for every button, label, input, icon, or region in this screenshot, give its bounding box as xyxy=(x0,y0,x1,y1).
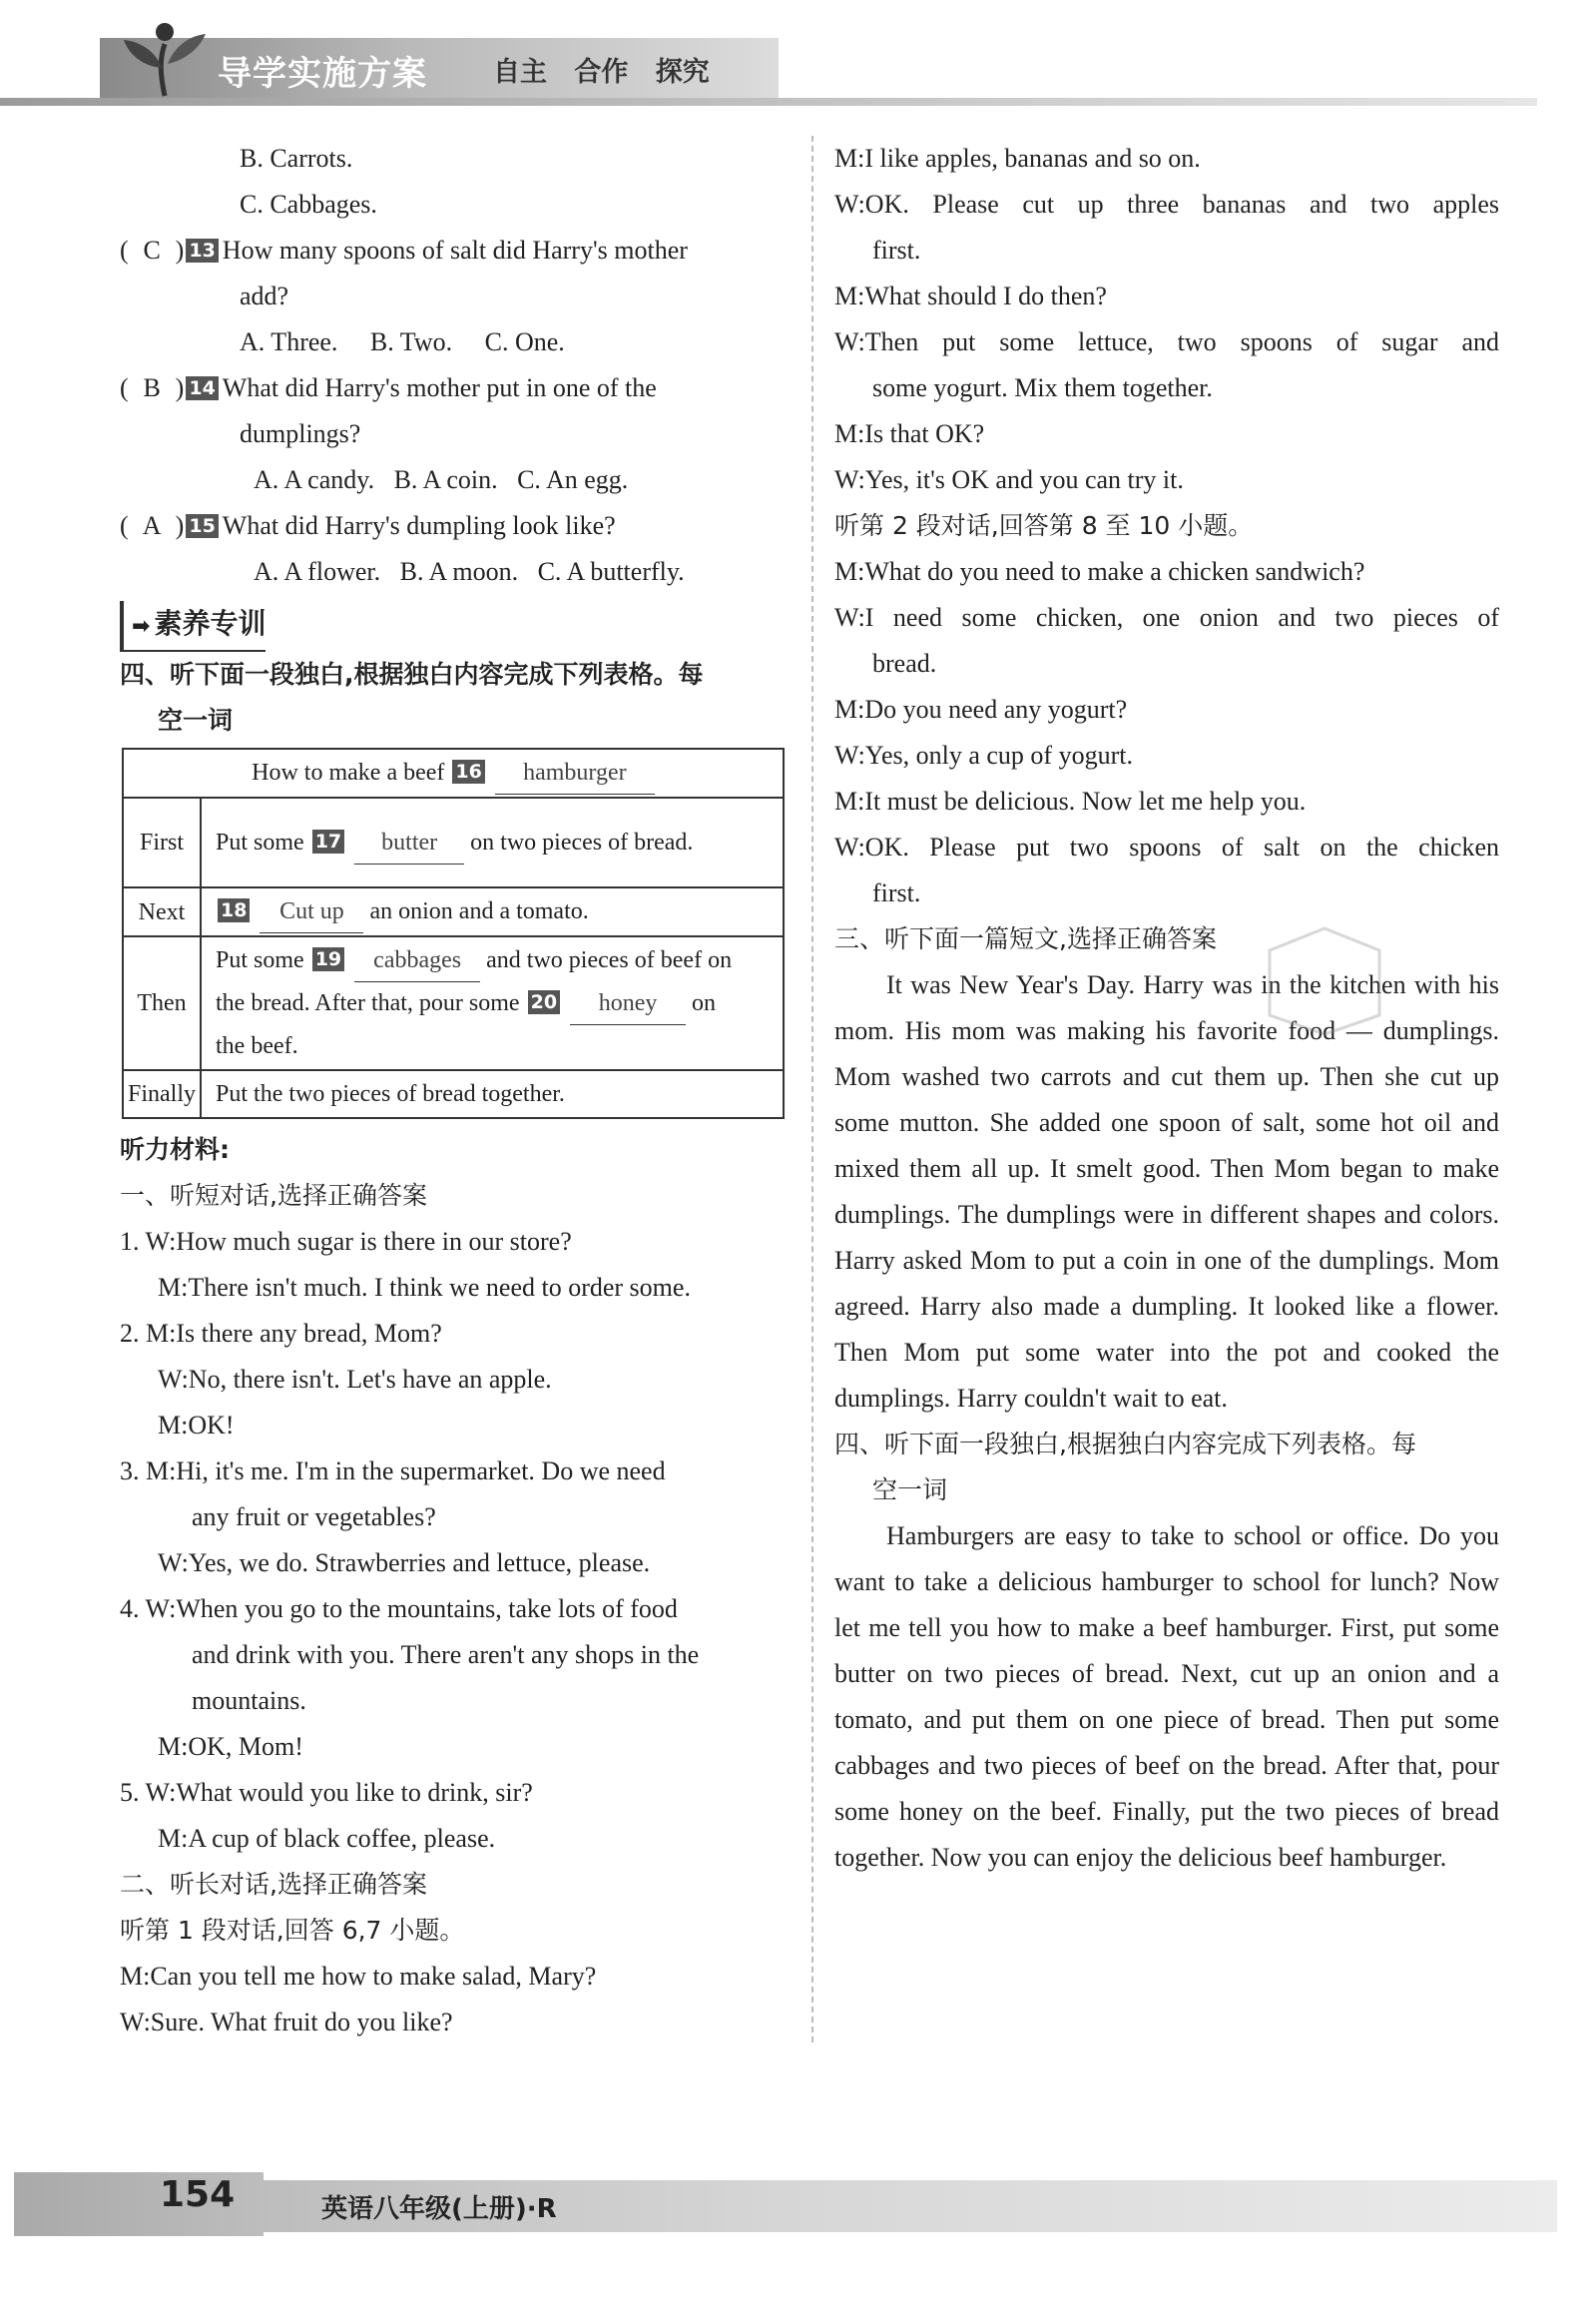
q14-answer: B xyxy=(143,373,161,402)
table-title xyxy=(123,749,784,798)
table-row xyxy=(123,887,784,936)
blank-20-answer: honey xyxy=(570,982,686,1025)
blank-17-number: 17 xyxy=(312,830,344,854)
blank-18-answer: Cut up xyxy=(260,890,363,933)
dialog-line: some yogurt. Mix them together. xyxy=(872,373,1213,402)
dialog-line: 2. M:Is there any bread, Mom? xyxy=(120,1319,442,1348)
q13-question: How many spoons of salt did Harry's mother xyxy=(222,236,688,265)
page-header xyxy=(0,0,1596,112)
table-title-text: How to make a beef xyxy=(252,760,445,786)
dialog-line: M:OK! xyxy=(158,1411,235,1440)
dialog-line: mountains. xyxy=(192,1686,306,1715)
blank-17-answer: butter xyxy=(354,822,464,865)
q12-option-c: C. Cabbages. xyxy=(240,190,377,219)
part4-title-cont: 空一词 xyxy=(872,1475,948,1504)
q14: ( B ) 14 What did Harry's mother put in one of the xyxy=(120,365,787,411)
q13-answer: C xyxy=(143,236,161,265)
dialog-line: M:What do you need to make a chicken sandwich? xyxy=(834,557,1365,586)
stamp-watermark-icon xyxy=(1260,920,1389,1040)
row-label-first: First xyxy=(123,798,201,887)
q14-question-cont: dumplings? xyxy=(240,419,361,448)
blank-18-number: 18 xyxy=(218,898,250,922)
dialog-line: W:Yes, only a cup of yogurt. xyxy=(834,741,1133,770)
passage4: Hamburgers are easy to take to school or office. Do you want to take a delicious hamburger to school for lunch? Now let me tell you how to make a beef hamburger. First, put some butter on two pieces of bread. Next, cut up an onion and a tomato, and put them on one piece of bread. Then put some cabbages and two pieces of beef on the bread. After that, pour some honey on the beef. Finally, put the two pieces of bread together. Now you can enjoy the delicious beef hamburger. xyxy=(834,1521,1499,1872)
part1-title: 一、听短对话,选择正确答案 xyxy=(120,1181,427,1210)
q13-options: A. Three. B. Two. C. One. xyxy=(240,327,565,356)
q14-question: What did Harry's mother put in one of the xyxy=(222,373,657,402)
then-line2-pre: the bread. After that, pour some xyxy=(216,990,520,1016)
section-tag-label: 素养专训 xyxy=(154,607,266,640)
hamburger-table xyxy=(122,748,785,1119)
dialog-line: W:No, there isn't. Let's have an apple. xyxy=(158,1365,552,1394)
dialog-line: M:Is that OK? xyxy=(834,419,985,448)
then-mid: and two pieces of beef on xyxy=(486,947,733,973)
row-label-next: Next xyxy=(123,887,201,936)
column-divider xyxy=(811,136,813,2042)
dialog-line: W:Then put some lettuce, two spoons of sugar and xyxy=(834,327,1499,356)
part3-title: 三、听下面一篇短文,选择正确答案 xyxy=(834,924,1217,953)
header-rule xyxy=(0,98,1537,106)
blank-16-number: 16 xyxy=(452,760,484,784)
dialog-line: first. xyxy=(872,878,921,907)
header-title: 导学实施方案 xyxy=(218,54,427,94)
part2-title: 二、听长对话,选择正确答案 xyxy=(120,1870,427,1899)
dialog-line: 1. W:How much sugar is there in our store? xyxy=(120,1227,572,1256)
q15-question: What did Harry's dumpling look like? xyxy=(222,511,616,540)
then-pre: Put some xyxy=(216,947,304,973)
dialog-line: 5. W:What would you like to drink, sir? xyxy=(120,1778,533,1807)
arrow-right-icon: ➡ xyxy=(132,614,151,639)
part4-title: 四、听下面一段独白,根据独白内容完成下列表格。每 xyxy=(834,1430,1416,1458)
section-tag xyxy=(120,601,266,652)
dialog-line: W:OK. Please cut up three bananas and two apples xyxy=(834,190,1499,219)
q12-option-b: B. Carrots. xyxy=(240,144,353,173)
dialog-line: W:I need some chicken, one onion and two pieces of xyxy=(834,603,1499,632)
blank-19-number: 19 xyxy=(312,947,344,971)
then-line-1 xyxy=(216,939,769,982)
material-title: 听力材料: xyxy=(120,1135,230,1164)
then-line-3: the beef. xyxy=(216,1033,298,1059)
dialog-line: M:OK, Mom! xyxy=(158,1732,303,1761)
dialog-line: W:Sure. What fruit do you like? xyxy=(120,2008,453,2036)
page-footer xyxy=(0,2136,1596,2266)
first-post: on two pieces of bread. xyxy=(470,829,694,856)
part2-sub: 听第 1 段对话,回答 6,7 小题。 xyxy=(120,1916,465,1945)
dialog-line: M:Can you tell me how to make salad, Mary? xyxy=(120,1962,597,1991)
next-post: an onion and a tomato. xyxy=(369,898,589,924)
table-row xyxy=(123,749,784,798)
blank-16-answer: hamburger xyxy=(495,752,655,795)
q14-options: A. A candy. B. A coin. C. An egg. xyxy=(254,465,629,494)
row-label-finally: Finally xyxy=(123,1070,201,1118)
q13-number: 13 xyxy=(186,239,218,263)
dialog-line: 3. M:Hi, it's me. I'm in the supermarket. Do we need xyxy=(120,1456,666,1485)
right-column xyxy=(834,136,1499,1881)
q15-answer: A xyxy=(142,511,162,540)
part2-sub2: 听第 2 段对话,回答第 8 至 10 小题。 xyxy=(834,511,1254,540)
blank-19-answer: cabbages xyxy=(354,939,480,982)
dialog-line: any fruit or vegetables? xyxy=(192,1502,436,1531)
book-title: 英语八年级(上册)·R xyxy=(321,2194,557,2224)
header-tags: 自主 合作 探究 xyxy=(493,57,710,88)
dialog-line: M:What should I do then? xyxy=(834,282,1107,310)
dialog-line: M:Do you need any yogurt? xyxy=(834,695,1128,724)
q15-options: A. A flower. B. A moon. C. A butterfly. xyxy=(254,557,685,586)
q14-number: 14 xyxy=(186,376,218,400)
q13: ( C ) 13 How many spoons of salt did Harry's mother xyxy=(120,228,787,274)
first-pre: Put some xyxy=(216,829,304,856)
then-line-2 xyxy=(216,982,769,1025)
left-column xyxy=(120,136,787,2045)
dialog-line: M:There isn't much. I think we need to order some. xyxy=(158,1273,691,1302)
row-finally-content: Put the two pieces of bread together. xyxy=(201,1070,784,1118)
table-row xyxy=(123,936,784,1070)
table-row xyxy=(123,1070,784,1118)
then-line2-post: on xyxy=(692,990,717,1016)
dialog-line: W:OK. Please put two spoons of salt on the chicken xyxy=(834,833,1499,862)
page-number: 154 xyxy=(160,2174,236,2215)
dialog-line: first. xyxy=(872,236,921,265)
section4-title: 四、听下面一段独白,根据独白内容完成下列表格。每 xyxy=(120,660,704,689)
dialog-line: bread. xyxy=(872,649,937,678)
dialog-line: W:Yes, we do. Strawberries and lettuce, please. xyxy=(158,1548,651,1577)
q15-number: 15 xyxy=(186,514,218,538)
row-first-content xyxy=(201,798,784,887)
section4-title-cont: 空一词 xyxy=(158,706,234,735)
dialog-line: M:A cup of black coffee, please. xyxy=(158,1824,496,1853)
row-next-content xyxy=(201,887,784,936)
passage3: It was New Year's Day. Harry was in the kitchen with his mom. His mom was making his favorite food — dumplings. Mom washed two carrots and cut them up. Then she cut up some mutton. She added one spoon of salt, some hot oil and mixed them all up. It smelt good. Then Mom began to make dumplings. The dumplings were in different shapes and colors. Harry asked Mom to put a coin in one of the dumplings. Mom agreed. Harry also made a dumpling. It looked like a flower. Then Mom put some water into the pot and cooked the dumplings. Harry couldn't wait to eat. xyxy=(834,970,1499,1413)
dialog-line: 4. W:When you go to the mountains, take lots of food xyxy=(120,1594,678,1623)
row-label-then: Then xyxy=(123,936,201,1070)
dialog-line: M:I like apples, bananas and so on. xyxy=(834,144,1201,173)
sprout-logo-icon xyxy=(120,18,210,98)
dialog-line: M:It must be delicious. Now let me help you. xyxy=(834,787,1307,816)
dialog-line: W:Yes, it's OK and you can try it. xyxy=(834,465,1184,494)
table-row xyxy=(123,798,784,887)
q15: ( A ) 15 What did Harry's dumpling look like? xyxy=(120,503,787,549)
blank-20-number: 20 xyxy=(528,990,560,1014)
dialog-line: and drink with you. There aren't any shops in the xyxy=(192,1640,700,1669)
q13-question-cont: add? xyxy=(240,282,289,310)
row-then-content xyxy=(201,936,784,1070)
